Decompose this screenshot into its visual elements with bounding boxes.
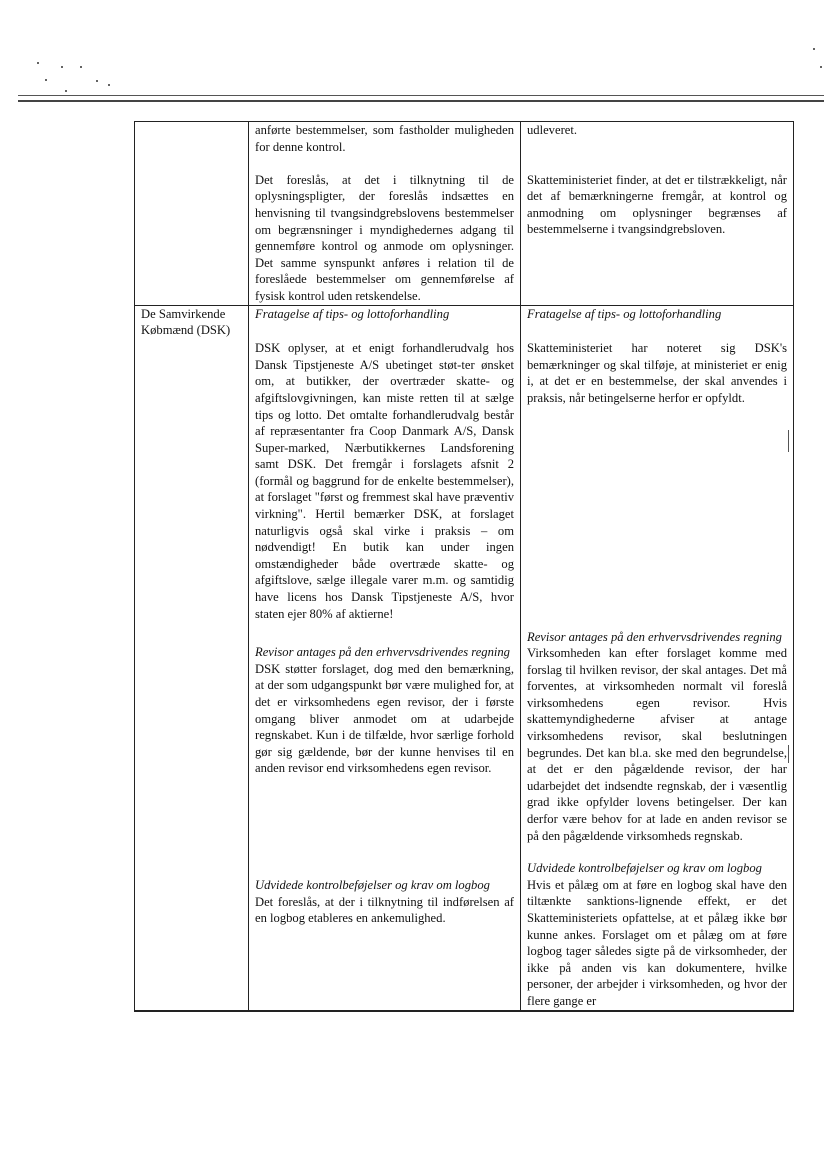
section-heading: Udvidede kontrolbeføjelser og krav om logbog [527,861,762,876]
response-paragraph: Skatteministeriet finder, at det er tilstrækkeligt, når det af bemærkningerne fremgår, at kontrol og anmodning om oplysninger begrænses af bestemmelserne i tvangsindgrebsloven. [527,172,787,237]
response-paragraph: Virksomheden kan efter forslaget komme med forslag til hvilken revisor, der skal antages. Det må forventes, at virksomheden normalt vil foreslå virksomhedens egen revisor. Hvis skattemyndighederne afviser at antage virksomhedens revisor, skal beslutningen begrundes. Det kan bl.a. ske med den begrundelse, at det er den pågældende revisor, der har udarbejdet det indsendte regnskab, der i væsentlig grad ikke opfylder lovens betingelser. Der kan derfor være behov for at lade en anden revisor se på den pågældende virksomheds regnskab. [527,646,787,843]
comment-paragraph: Det foreslås, at det i tilknytning til de oplysningspligter, der foreslås indsættes en henvisning til tvangsindgrebslovens bestemmelser om begrænsninger i myndighedernes adgang til gennemføre kontrol og anmode om oplysninger. Det samme synspunkt anføres i relation til de foreslåede bestemmelser om gennemførelse af fysisk kontrol uden retskendelse. [255,172,514,303]
organisation-name: De Samvirkende Købmænd (DSK) [141,306,231,338]
section-heading: Fratagelse af tips- og lottoforhandling [527,306,722,321]
organisation-cell [135,122,249,306]
organisation-cell [135,305,249,1011]
section-heading: Revisor antages på den erhvervsdrivendes regning [255,645,510,660]
comment-cell [249,122,521,306]
comment-paragraph: DSK oplyser, at et enigt forhandlerudvalg hos Dansk Tipstjeneste A/S ubetinget støt-ter ønsket om, at butikker, der overtræder skatte- og afgiftslovgivningen, kan miste retten til at sælge tips og lotto. Det omtalte forhandlerudvalg består af repræsentanter fra Coop Danmark A/S, Dansk Super-marked, Nærbutikkernes Landsforening samt DSK. Det fremgår i forslagets afsnit 2 (formål og baggrund for de enkelte bestemmelser), at forslaget "først og fremmest skal have præventiv virkning". Hertil bemærker DSK, at forslaget naturligvis også skal virke i praksis – om nødvendigt! En butik kan under ingen omstændigheder både overtræde skatte- og afgiftslove, sælge illegale varer m.m. og samtidig have licens hos Dansk Tipstjeneste A/S, hvor staten ejer 80% af aktierne! [255,341,514,621]
section-heading: Revisor antages på den erhvervsdrivendes regning [527,629,782,644]
response-paragraph: Skatteministeriet har noteret sig DSK's bemærkninger og skal tilføje, at ministeriet er enig i, at det er en bestemmelse, der skal anvendes i praksis, når betingelserne herfor er opfyldt. [527,341,787,405]
table-row [135,122,794,306]
section-heading: Udvidede kontrolbeføjelser og krav om logbog [255,877,490,892]
table-row [135,305,794,1011]
comment-paragraph: Det foreslås, at der i tilknytning til indførelsen af en logbog etableres en ankemulighed. [255,894,514,926]
comment-paragraph: anførte bestemmelser, som fastholder muligheden for denne kontrol. [255,123,514,154]
section-heading: Fratagelse af tips- og lottoforhandling [255,306,450,321]
response-paragraph: Hvis et pålæg om at føre en logbog skal have den tiltænkte sanktions-lignende effekt, er det Skatteministeriets opfattelse, at et pålæg ikke bør kunne ankes. Forslaget om et pålæg om at føre logbog tager således sigte på de virksomheder, der ikke på anden vis kan dokumentere, hvilke personer, der arbejder i virksomheden, og hvor der flere gange er [527,877,787,1008]
response-cell [521,122,794,306]
response-paragraph: udleveret. [527,123,577,137]
header-rule [18,95,824,102]
response-cell [521,305,794,1011]
comment-cell [249,305,521,1011]
comment-paragraph: DSK støtter forslaget, dog med den bemærkning, at der som udgangspunkt bør være mulighed for, at det er virksomhedens egen revisor, der i første omgang bliver anmodet om at udarbejde regnskabet. Kun i de tilfælde, hvor særlige forhold gør sig gældende, bør der kunne henvises til en anden revisor end virksomhedens egen revisor. [255,661,514,776]
hearing-response-table [134,121,794,1012]
